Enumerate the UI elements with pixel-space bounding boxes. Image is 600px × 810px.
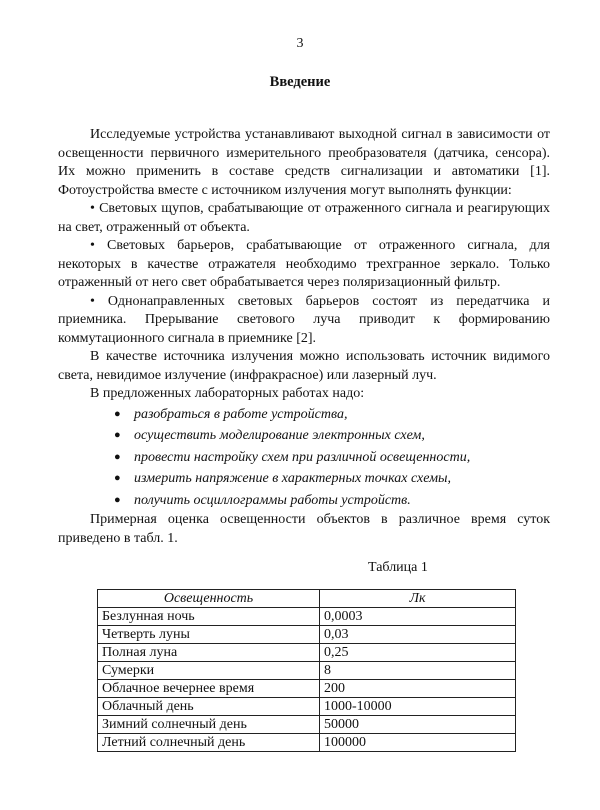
- table-cell: Зимний солнечный день: [98, 716, 320, 734]
- list-item: ● получить осциллограммы работы устройств.: [114, 490, 550, 512]
- table-cell: Летний солнечный день: [98, 734, 320, 752]
- paragraph-light-barriers: • Световых барьеров, срабатывающие от отраженного сигнала, для некоторых в качестве отражателя необходимо трехгранное зеркало. Только отраженный от него свет обрабатывается через поляризационный фильтр.: [58, 238, 550, 290]
- paragraph-tasks-intro: В предложенных лабораторных работах надо:: [90, 386, 365, 401]
- table-cell: Сумерки: [98, 662, 320, 680]
- table-row: [98, 734, 516, 752]
- table-row: [98, 698, 516, 716]
- table-cell: Четверть луны: [98, 626, 320, 644]
- bullet-icon: ●: [114, 450, 121, 463]
- list-item: ● измерить напряжение в характерных точках схемы,: [114, 468, 550, 490]
- paragraph-closing: Примерная оценка освещенности объектов в различное время суток приведено в табл. 1.: [58, 512, 550, 546]
- list-item: ● разобраться в работе устройства,: [114, 404, 550, 426]
- table-header-row: [98, 590, 516, 608]
- bullet-icon: ●: [114, 472, 121, 484]
- table-cell: 200: [320, 680, 516, 698]
- table-cell: 0,25: [320, 644, 516, 662]
- body-text: [58, 126, 550, 548]
- table-cell: 100000: [320, 734, 516, 752]
- table-cell: 0,03: [320, 626, 516, 644]
- bullet-icon: ●: [114, 493, 121, 506]
- paragraph-oneway-barriers: • Однонаправленных световых барьеров состоят из передатчика и приемника. Прерывание светового луча приводит к формированию коммутационного сигнала в приемнике [2].: [58, 293, 550, 346]
- table-cell: Облачное вечернее время: [98, 680, 320, 698]
- table-row: [98, 608, 516, 626]
- table-row: [98, 644, 516, 662]
- table-cell: Полная луна: [98, 644, 320, 662]
- illuminance-table: [97, 589, 516, 752]
- table-cell: Безлунная ночь: [98, 608, 320, 626]
- table-cell: Облачный день: [98, 698, 320, 716]
- paragraph-sources: В качестве источника излучения можно использовать источник видимого света, невидимое излучение (инфракрасное) или лазерный луч.: [58, 349, 550, 383]
- page-number: 3: [296, 36, 304, 51]
- paragraph-intro: Исследуемые устройства устанавливают выходной сигнал в зависимости от освещенности первичного измерительного преобразователя (датчика, сенсора). Их можно применить в составе средств сигнализации и автоматики [1]. Фотоустройства вместе с источником излучения могут выполнять функции:: [58, 127, 550, 198]
- table-cell: 8: [320, 662, 516, 680]
- table-row: [98, 626, 516, 644]
- table-caption: Таблица 1: [368, 560, 428, 575]
- list-item: ● осуществить моделирование электронных схем,: [114, 425, 550, 447]
- table-row: [98, 716, 516, 734]
- table-cell: 0,0003: [320, 608, 516, 626]
- bullet-icon: ●: [114, 429, 121, 441]
- table-cell: 1000-10000: [320, 698, 516, 716]
- tasks-list: [58, 404, 550, 512]
- list-item: ● провести настройку схем при различной освещенности,: [114, 447, 550, 469]
- table-row: [98, 662, 516, 680]
- table-cell: 50000: [320, 716, 516, 734]
- section-title: Введение: [269, 74, 331, 90]
- bullet-icon: ●: [114, 407, 121, 420]
- column-header: Лк: [320, 590, 516, 608]
- table-row: [98, 680, 516, 698]
- paragraph-light-probes: • Световых щупов, срабатывающие от отраженного сигнала и реагирующих на свет, отраженный от объекта.: [58, 201, 550, 235]
- column-header: Освещенность: [98, 590, 320, 608]
